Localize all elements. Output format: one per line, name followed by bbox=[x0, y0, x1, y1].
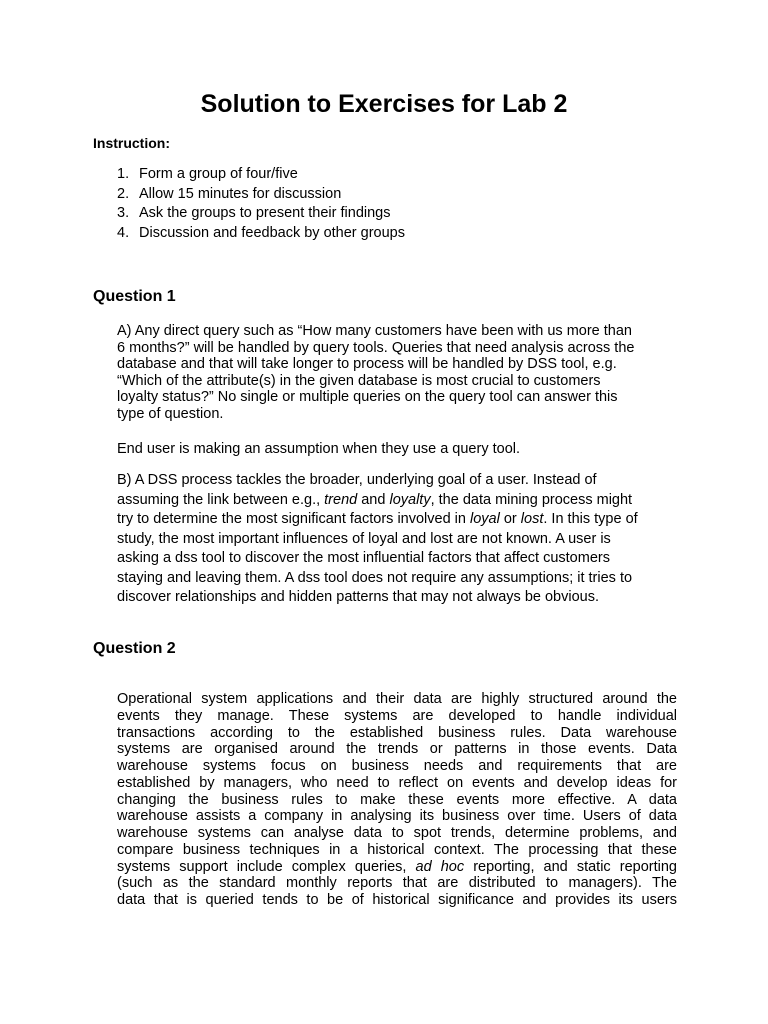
text-line: data that is queried tends to be of historical significance and provides its users bbox=[117, 892, 677, 908]
text-line: warehouse assists a company in analysing its business over time. Users of data bbox=[117, 808, 677, 825]
text-line: study, the most important influences of loyal and lost are not known. A user is bbox=[117, 530, 611, 547]
text-line bbox=[117, 859, 677, 876]
text-line: 6 months?” will be handled by query tools. Queries that need analysis across the bbox=[117, 339, 635, 356]
text-line: (such as the standard monthly reports that are distributed to managers). The bbox=[117, 875, 677, 892]
emphasis-trend: trend bbox=[324, 491, 358, 508]
text-line: B) A DSS process tackles the broader, underlying goal of a user. Instead of bbox=[117, 472, 597, 488]
question-1-part-b bbox=[117, 471, 677, 608]
text-line: systems are organised around the trends or patterns in those events. Data bbox=[117, 741, 677, 758]
step-number: 2. bbox=[117, 185, 130, 202]
text-line: “Which of the attribute(s) in the given database is most crucial to customers bbox=[117, 372, 601, 389]
text-run: systems support include complex queries, bbox=[117, 858, 416, 875]
list-item bbox=[117, 185, 405, 205]
step-text: Allow 15 minutes for discussion bbox=[139, 185, 342, 202]
text-run: try to determine the most significant factors involved in bbox=[117, 511, 470, 527]
text-run: . In this type of bbox=[543, 511, 638, 527]
step-text: Ask the groups to present their findings bbox=[139, 205, 391, 221]
text-line: established by managers, who need to reflect on events and develop ideas for bbox=[117, 774, 677, 791]
text-line: type of question. bbox=[117, 405, 224, 422]
page-title: Solution to Exercises for Lab 2 bbox=[200, 90, 568, 118]
question-1-heading: Question 1 bbox=[93, 288, 176, 305]
step-number: 1. bbox=[117, 166, 130, 182]
list-item bbox=[117, 165, 405, 185]
text-run: or bbox=[499, 511, 521, 527]
step-text: Form a group of four/five bbox=[139, 166, 298, 182]
list-item bbox=[117, 224, 405, 244]
text-line: warehouse systems focus on business needs and requirements that are bbox=[117, 758, 677, 774]
text-line: asking a dss tool to discover the most influential factors that affect customers bbox=[117, 550, 610, 566]
text-line: changing the business rules to make these events more effective. A data bbox=[117, 791, 677, 808]
text-run: , the data mining process might bbox=[430, 491, 633, 508]
instruction-steps bbox=[117, 165, 405, 243]
question-2-body bbox=[117, 691, 677, 909]
text-run: assuming the link between e.g., bbox=[117, 491, 325, 508]
emphasis-loyal: loyal bbox=[470, 511, 500, 527]
text-line: loyalty status?” No single or multiple queries on the query tool can answer this bbox=[117, 389, 618, 406]
text-line: A) Any direct query such as “How many customers have been with us more than bbox=[117, 323, 632, 339]
step-number: 3. bbox=[117, 205, 130, 221]
step-number: 4. bbox=[117, 224, 130, 241]
text-line bbox=[117, 510, 677, 530]
text-line: warehouse systems can analyse data to spot trends, determine problems, and bbox=[117, 825, 677, 841]
text-run: reporting, and static reporting bbox=[464, 858, 677, 875]
text-line bbox=[117, 491, 677, 511]
emphasis-lost: lost bbox=[520, 511, 544, 527]
list-item bbox=[117, 204, 405, 224]
text-line: compare business techniques in a historical context. The processing that these bbox=[117, 841, 677, 858]
text-run: and bbox=[357, 491, 390, 508]
text-line: Operational system applications and their data are highly structured around the bbox=[117, 691, 677, 707]
text-line: events they manage. These systems are developed to handle individual bbox=[117, 707, 677, 724]
instruction-label: Instruction: bbox=[93, 135, 170, 151]
text-line: discover relationships and hidden patterns that may not always be obvious. bbox=[117, 589, 600, 605]
emphasis-ad-hoc: ad hoc bbox=[415, 858, 465, 875]
question-2-heading: Question 2 bbox=[93, 640, 176, 657]
step-text: Discussion and feedback by other groups bbox=[139, 224, 405, 241]
question-1-assumption: End user is making an assumption when they use a query tool. bbox=[117, 441, 521, 457]
emphasis-loyalty: loyalty bbox=[389, 491, 431, 508]
question-1-part-a bbox=[117, 323, 677, 423]
text-line: staying and leaving them. A dss tool does not require any assumptions; it tries to bbox=[117, 569, 633, 586]
text-line: transactions according to the established business rules. Data warehouse bbox=[117, 724, 677, 741]
text-line: database and that will take longer to process will be handled by DSS tool, e.g. bbox=[117, 356, 617, 373]
